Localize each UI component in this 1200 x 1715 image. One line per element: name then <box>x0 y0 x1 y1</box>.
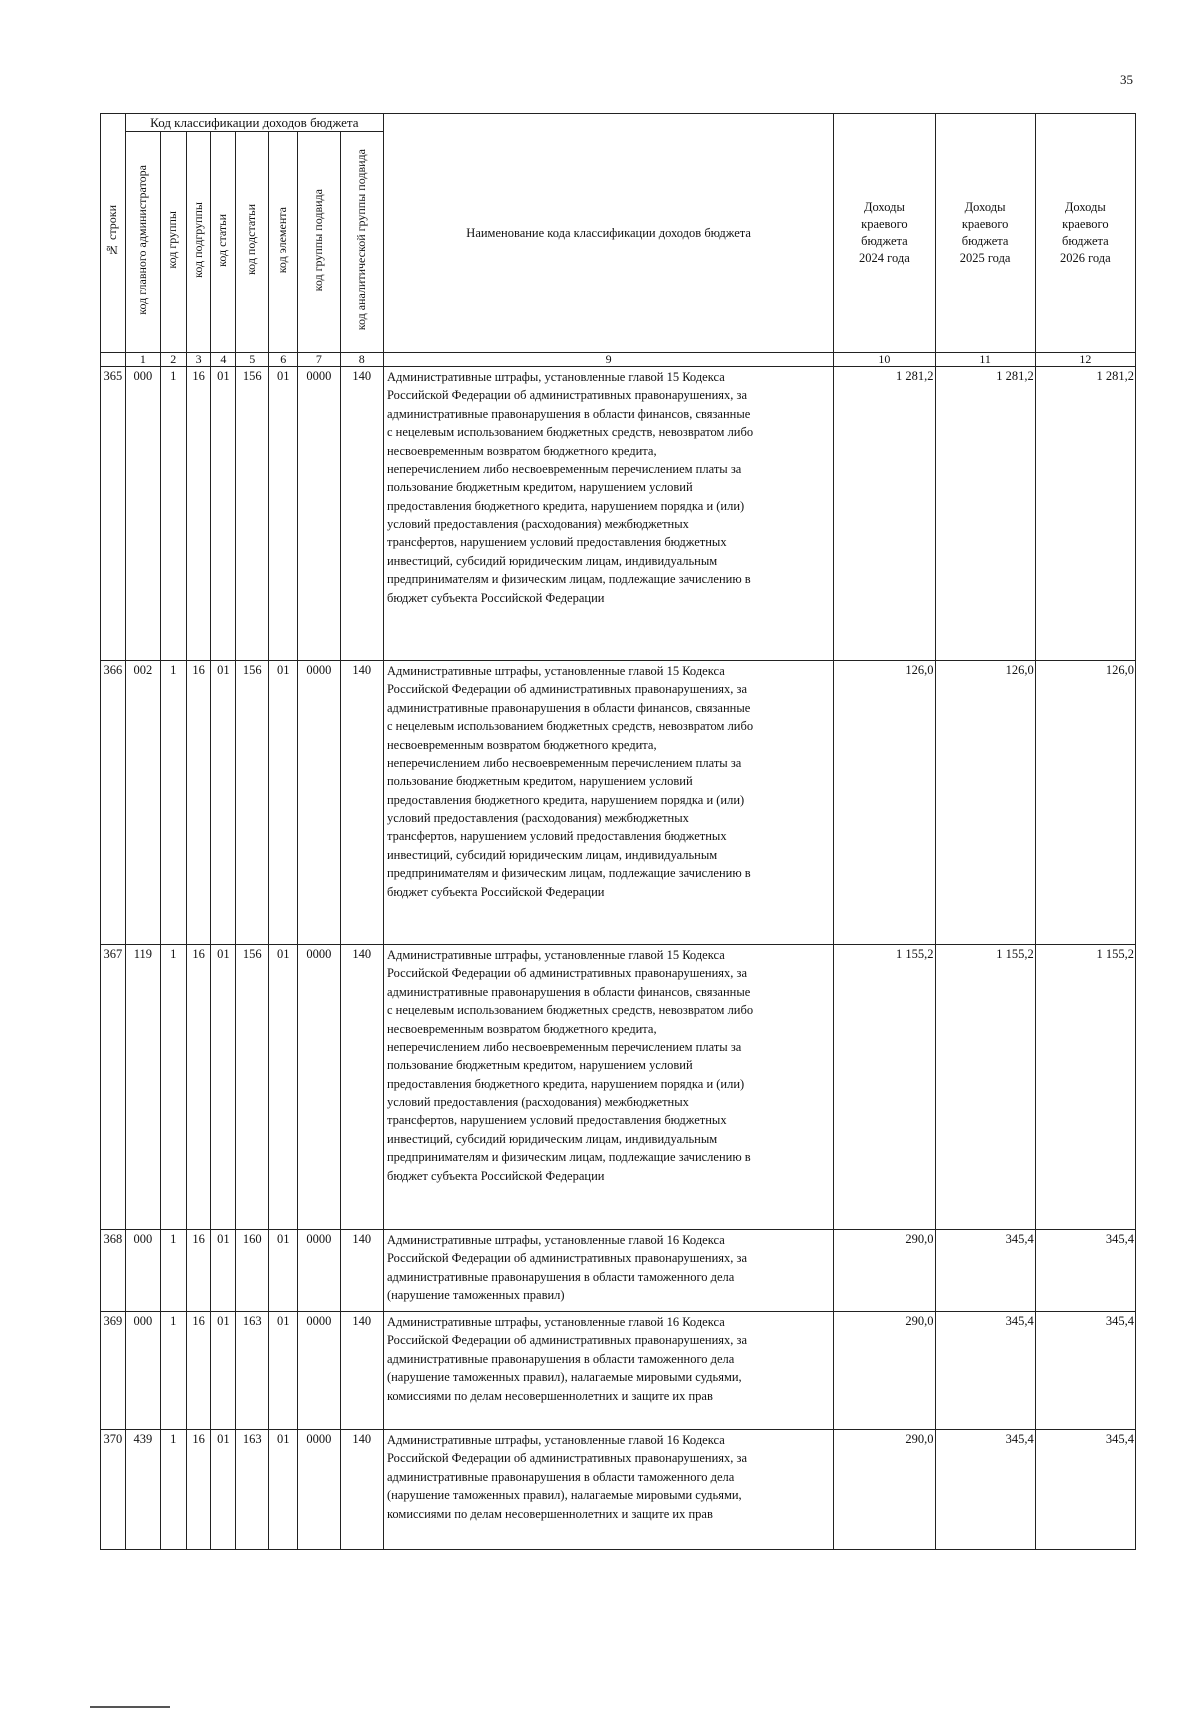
income-name-line: инвестиций, субсидий юридическим лицам, индивидуальным <box>386 1131 718 1146</box>
element-code-cell: 01 <box>269 1430 298 1550</box>
subtype-group-code-cell: 0000 <box>298 1430 340 1550</box>
column-number: 11 <box>935 353 1035 367</box>
income-name-line: предпринимателям и физическим лицам, подлежащие зачислению в <box>386 572 751 587</box>
admin-code-cell: 002 <box>125 661 160 945</box>
header-row-group <box>101 114 1136 132</box>
subgroup-code-header: код подгруппы <box>186 132 211 353</box>
subtype-group-code-cell: 0000 <box>298 1312 340 1430</box>
subarticle-code-header: код подстатьи <box>236 132 269 353</box>
income-name-line: (нарушение таможенных правил), налагаемые мировыми судьями, <box>386 1370 742 1385</box>
admin-code-cell: 000 <box>125 1312 160 1430</box>
income-name-line: Административные штрафы, установленные главой 15 Кодекса <box>386 948 725 962</box>
income-2026-cell: 345,4 <box>1035 1312 1135 1430</box>
footer-rule <box>90 1706 170 1708</box>
income-name-cell <box>383 367 833 661</box>
element-code-cell: 01 <box>269 1312 298 1430</box>
page-number: 35 <box>1120 72 1133 87</box>
analytic-group-code-cell: 140 <box>340 945 383 1230</box>
row-number-cell: 368 <box>101 1230 126 1312</box>
group-code-cell: 1 <box>160 661 186 945</box>
income-name-line: бюджет субъекта Российской Федерации <box>386 1168 605 1183</box>
name-header: Наименование кода классификации доходов бюджета <box>383 114 833 353</box>
group-code-cell: 1 <box>160 1230 186 1312</box>
income-name-line: Российской Федерации об административных правонарушениях, за <box>386 1333 748 1348</box>
income-name-line: пользование бюджетным кредитом, нарушением условий <box>386 480 693 495</box>
subgroup-code-cell: 16 <box>186 1430 211 1550</box>
article-code-cell: 01 <box>211 1312 236 1430</box>
subgroup-code-cell: 16 <box>186 661 211 945</box>
column-number: 9 <box>383 353 833 367</box>
income-name-line: Административные штрафы, установленные главой 16 Кодекса <box>386 1433 725 1447</box>
table-row <box>101 661 1136 945</box>
income-name-line: предоставления бюджетного кредита, нарушением порядка и (или) <box>386 792 745 807</box>
group-code-cell: 1 <box>160 945 186 1230</box>
income-name-line: Административные штрафы, установленные главой 15 Кодекса <box>386 370 725 384</box>
analytic-group-code-cell: 140 <box>340 661 383 945</box>
income-name-line: административные правонарушения в области финансов, связанные <box>386 700 751 715</box>
column-number: 12 <box>1035 353 1135 367</box>
column-number-row <box>101 353 1136 367</box>
column-number: 6 <box>269 353 298 367</box>
table-row <box>101 1430 1136 1550</box>
budget-income-table <box>100 113 1136 1550</box>
group-code-cell: 1 <box>160 1312 186 1430</box>
analytic-group-code-header: код аналитической группы подвида <box>340 132 383 353</box>
income-2025-cell: 1 281,2 <box>935 367 1035 661</box>
article-code-cell: 01 <box>211 945 236 1230</box>
income-name-line: предоставления бюджетного кредита, нарушением порядка и (или) <box>386 1076 745 1091</box>
income-name-line: с нецелевым использованием бюджетных средств, невозвратом либо <box>386 425 754 440</box>
analytic-group-code-cell: 140 <box>340 1430 383 1550</box>
income-name-line: бюджет субъекта Российской Федерации <box>386 884 605 899</box>
subgroup-code-cell: 16 <box>186 945 211 1230</box>
column-number: 10 <box>834 353 935 367</box>
subtype-group-code-cell: 0000 <box>298 945 340 1230</box>
element-code-cell: 01 <box>269 661 298 945</box>
income-name-line: несвоевременным возвратом бюджетного кредита, <box>386 443 657 458</box>
subgroup-code-cell: 16 <box>186 1312 211 1430</box>
group-code-cell: 1 <box>160 1430 186 1550</box>
income-2025-cell: 126,0 <box>935 661 1035 945</box>
row-number-header: № строки <box>101 114 126 353</box>
table-row <box>101 1312 1136 1430</box>
income-name-line: административные правонарушения в области таможенного дела <box>386 1469 735 1484</box>
income-name-line: инвестиций, субсидий юридическим лицам, индивидуальным <box>386 847 718 862</box>
analytic-group-code-cell: 140 <box>340 1312 383 1430</box>
table-row <box>101 367 1136 661</box>
admin-code-cell: 119 <box>125 945 160 1230</box>
income-name-line: несвоевременным возвратом бюджетного кредита, <box>386 737 657 752</box>
analytic-group-code-cell: 140 <box>340 367 383 661</box>
row-number-cell: 367 <box>101 945 126 1230</box>
column-number: 3 <box>186 353 211 367</box>
admin-code-header: код главного администратора <box>125 132 160 353</box>
income-name-line: Российской Федерации об административных правонарушениях, за <box>386 388 748 403</box>
subtype-group-code-cell: 0000 <box>298 367 340 661</box>
income-name-line: с нецелевым использованием бюджетных средств, невозвратом либо <box>386 719 754 734</box>
column-number <box>101 353 126 367</box>
income-2024-cell: 1 155,2 <box>834 945 935 1230</box>
subgroup-code-cell: 16 <box>186 367 211 661</box>
income-2024-cell: 1 281,2 <box>834 367 935 661</box>
income-2024-cell: 290,0 <box>834 1430 935 1550</box>
income-2026-header: Доходы краевого бюджета 2026 года <box>1035 114 1135 353</box>
income-name-line: с нецелевым использованием бюджетных средств, невозвратом либо <box>386 1003 754 1018</box>
income-name-line: (нарушение таможенных правил) <box>386 1288 565 1303</box>
row-number-cell: 370 <box>101 1430 126 1550</box>
article-code-cell: 01 <box>211 661 236 945</box>
subarticle-code-cell: 160 <box>236 1230 269 1312</box>
income-2024-header: Доходы краевого бюджета 2024 года <box>834 114 935 353</box>
income-name-line: Российской Федерации об административных правонарушениях, за <box>386 1251 748 1266</box>
income-name-line: Российской Федерации об административных правонарушениях, за <box>386 1451 748 1466</box>
income-2024-cell: 290,0 <box>834 1312 935 1430</box>
subarticle-code-cell: 163 <box>236 1312 269 1430</box>
income-name-line: неперечислением либо несвоевременным перечислением платы за <box>386 461 742 476</box>
income-2025-cell: 345,4 <box>935 1430 1035 1550</box>
income-name-line: условий предоставления (расходования) межбюджетных <box>386 1095 689 1109</box>
row-number-cell: 369 <box>101 1312 126 1430</box>
row-number-cell: 366 <box>101 661 126 945</box>
income-name-cell <box>383 1230 833 1312</box>
income-name-line: Российской Федерации об административных правонарушениях, за <box>386 682 748 697</box>
subtype-group-code-cell: 0000 <box>298 661 340 945</box>
income-name-line: трансфертов, нарушением условий предоставления бюджетных <box>386 829 727 844</box>
column-number: 5 <box>236 353 269 367</box>
element-code-cell: 01 <box>269 1230 298 1312</box>
column-number: 8 <box>340 353 383 367</box>
article-code-cell: 01 <box>211 1230 236 1312</box>
income-name-line: условий предоставления (расходования) межбюджетных <box>386 517 689 531</box>
income-name-line: условий предоставления (расходования) межбюджетных <box>386 811 689 825</box>
income-name-line: Административные штрафы, установленные главой 16 Кодекса <box>386 1315 725 1329</box>
element-code-header: код элемента <box>269 132 298 353</box>
income-name-line: комиссиями по делам несовершеннолетних и защите их прав <box>386 1388 713 1403</box>
column-number: 4 <box>211 353 236 367</box>
table-body <box>101 367 1136 1550</box>
subtype-group-code-cell: 0000 <box>298 1230 340 1312</box>
income-name-cell <box>383 1312 833 1430</box>
row-number-cell: 365 <box>101 367 126 661</box>
admin-code-cell: 000 <box>125 1230 160 1312</box>
subarticle-code-cell: 156 <box>236 367 269 661</box>
column-number: 7 <box>298 353 340 367</box>
subgroup-code-cell: 16 <box>186 1230 211 1312</box>
income-2026-cell: 126,0 <box>1035 661 1135 945</box>
income-2025-header: Доходы краевого бюджета 2025 года <box>935 114 1035 353</box>
income-2025-cell: 345,4 <box>935 1230 1035 1312</box>
subarticle-code-cell: 163 <box>236 1430 269 1550</box>
article-code-cell: 01 <box>211 1430 236 1550</box>
element-code-cell: 01 <box>269 367 298 661</box>
income-name-line: Российской Федерации об административных правонарушениях, за <box>386 966 748 981</box>
income-name-line: административные правонарушения в области таможенного дела <box>386 1269 735 1284</box>
income-name-line: административные правонарушения в области таможенного дела <box>386 1351 735 1366</box>
income-name-line: административные правонарушения в области финансов, связанные <box>386 984 751 999</box>
article-code-cell: 01 <box>211 367 236 661</box>
income-name-line: неперечислением либо несвоевременным перечислением платы за <box>386 755 742 770</box>
income-name-line: пользование бюджетным кредитом, нарушением условий <box>386 774 693 789</box>
column-number: 1 <box>125 353 160 367</box>
income-name-line: трансфертов, нарушением условий предоставления бюджетных <box>386 1113 727 1128</box>
income-2026-cell: 345,4 <box>1035 1230 1135 1312</box>
income-name-cell <box>383 945 833 1230</box>
element-code-cell: 01 <box>269 945 298 1230</box>
group-code-cell: 1 <box>160 367 186 661</box>
income-name-line: Административные штрафы, установленные главой 15 Кодекса <box>386 664 725 678</box>
income-name-line: предоставления бюджетного кредита, нарушением порядка и (или) <box>386 498 745 513</box>
income-name-cell <box>383 661 833 945</box>
table-row <box>101 945 1136 1230</box>
subtype-group-code-header: код группы подвида <box>298 132 340 353</box>
income-name-line: предпринимателям и физическим лицам, подлежащие зачислению в <box>386 1150 751 1165</box>
income-name-line: трансфертов, нарушением условий предоставления бюджетных <box>386 535 727 550</box>
income-2026-cell: 1 281,2 <box>1035 367 1135 661</box>
income-name-line: инвестиций, субсидий юридическим лицам, индивидуальным <box>386 553 718 568</box>
admin-code-cell: 000 <box>125 367 160 661</box>
income-2025-cell: 345,4 <box>935 1312 1035 1430</box>
subarticle-code-cell: 156 <box>236 945 269 1230</box>
income-2026-cell: 1 155,2 <box>1035 945 1135 1230</box>
income-name-line: предпринимателям и физическим лицам, подлежащие зачислению в <box>386 866 751 881</box>
income-name-line: Административные штрафы, установленные главой 16 Кодекса <box>386 1233 725 1247</box>
admin-code-cell: 439 <box>125 1430 160 1550</box>
income-name-line: комиссиями по делам несовершеннолетних и защите их прав <box>386 1506 713 1521</box>
column-number: 2 <box>160 353 186 367</box>
article-code-header: код статьи <box>211 132 236 353</box>
income-name-line: неперечислением либо несвоевременным перечислением платы за <box>386 1039 742 1054</box>
table-row <box>101 1230 1136 1312</box>
classification-code-header: Код классификации доходов бюджета <box>125 114 383 132</box>
income-name-line: пользование бюджетным кредитом, нарушением условий <box>386 1058 693 1073</box>
subarticle-code-cell: 156 <box>236 661 269 945</box>
income-2026-cell: 345,4 <box>1035 1430 1135 1550</box>
income-name-line: административные правонарушения в области финансов, связанные <box>386 406 751 421</box>
income-name-cell <box>383 1430 833 1550</box>
income-name-line: несвоевременным возвратом бюджетного кредита, <box>386 1021 657 1036</box>
income-name-line: (нарушение таможенных правил), налагаемые мировыми судьями, <box>386 1488 742 1503</box>
income-name-line: бюджет субъекта Российской Федерации <box>386 590 605 605</box>
income-2025-cell: 1 155,2 <box>935 945 1035 1230</box>
income-2024-cell: 290,0 <box>834 1230 935 1312</box>
analytic-group-code-cell: 140 <box>340 1230 383 1312</box>
group-code-header: код группы <box>160 132 186 353</box>
income-2024-cell: 126,0 <box>834 661 935 945</box>
